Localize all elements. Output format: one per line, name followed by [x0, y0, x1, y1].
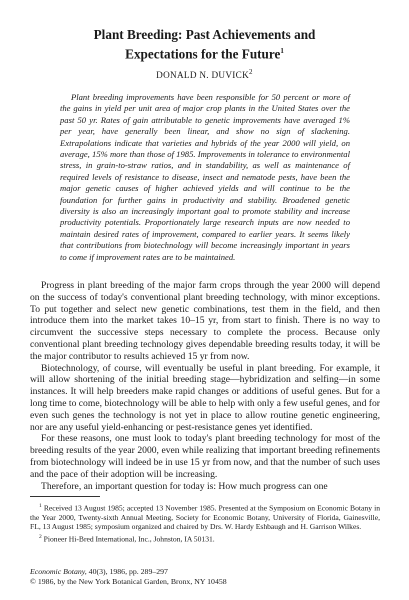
body-paragraph: For these reasons, one must look to today's plant breeding technology for most of the breeding results of the year 2000, even while realizing that important breeding refinements from biotechnology will indeed be in use 15 yr from now, and that the number of such uses and the pace of their adoption will be increasing.	[30, 433, 381, 480]
footnote-marker: 1	[39, 503, 42, 509]
copyright-line: © 1986, by the New York Botanical Garden, Bronx, NY 10458	[30, 577, 227, 586]
abstract: Plant breeding improvements have been responsible for 50 percent or more of the gains in yield per unit area of major crop plants in the United States over the past 50 yr. Rates of gain attributable to genetic improvements have averaged 1% per year, have generally been linear, and show no sign of slackening. Extrapolations indicate that varieties and hybrids of the year 2000 will yield, on average, 15% more than those of 1985. Improvements in tolerance to environmental stress, in grain-to-straw ratios, and in standability, as well as maintenance of required levels of resistance to disease, insect and nematode pests, have been the major genetic causes of higher achieved yields and will continue to be the foundation for further gains in productivity and stability. Broadened genetic diversity is also an increasingly important goal to promote stability and increase productivity potentials. Proportionately large research inputs are now needed to maintain desired rates of improvement, compared to earlier years. It seems likely that contributions from biotechnology will become increasingly important in years to come if improvement rates are to be maintained.	[60, 92, 350, 262]
footnote-marker: 2	[39, 533, 42, 540]
body-paragraph: Progress in plant breeding of the major farm crops through the year 2000 will depend on the success of today's conventional plant breeding technology, with minor exceptions. To put together and select new genetic combinations, test them in the field, and then introduce them into the market takes 10–15 yr, from start to finish. There is no way to circumvent the successive steps necessary to complete the process. Because only conventional plant breeding technology gives dependable breeding results today, it will be the major contributor to results achieved 15 yr from now.	[30, 280, 380, 362]
body-text	[30, 280, 380, 492]
source-citation	[30, 567, 380, 587]
footnote-text: Received 13 August 1985; accepted 13 November 1985. Presented at the Symposium on Economic Botany in the Year 2000, Twenty-sixth Annual Meeting, Society for Economic Botany, University of Florida, Gainesville, FL, 13 August 1985; symposium organized and chaired by Drs. W. Hardy Eshbaugh and H. Garrison Wilkes.	[30, 503, 380, 532]
title-line-1: Plant Breeding: Past Achievements and	[93, 27, 316, 42]
article-title	[40, 26, 369, 62]
body-paragraph: Therefore, an important question for today is: How much progress can one	[41, 480, 328, 492]
title-footnote-marker: 1	[280, 47, 284, 55]
body-paragraph: Biotechnology, of course, will eventually be useful in plant breeding. For example, it will allow shortening of the initial breeding stage—hybridization and selfing—in some instances. It will help breeders make rapid changes or additions of useful genes. But for a long time to come, biotechnology will be able to help with only a few useful genes, and for even such genes the technology is not yet in place to allow routine genetic engineering, nor are any useful yield-enhancing or pest-resistance genes yet identified.	[30, 362, 380, 433]
volume-pages: 40(3), 1986, pp. 289–297	[86, 567, 168, 576]
footnote-divider	[30, 496, 100, 497]
journal-name: Economic Botany,	[30, 567, 87, 576]
journal-citation	[30, 567, 380, 577]
footnotes	[30, 502, 380, 545]
author-name: DONALD N. DUVICK	[156, 70, 250, 81]
author-footnote-marker: 2	[249, 68, 253, 76]
author-line	[40, 68, 369, 80]
footnote-text: Pioneer Hi-Bred International, Inc., Johnston, IA 50131.	[43, 534, 215, 544]
title-line-2: Expectations for the Future	[125, 46, 281, 62]
footnote-2	[30, 533, 380, 544]
footnote-1	[30, 502, 380, 532]
